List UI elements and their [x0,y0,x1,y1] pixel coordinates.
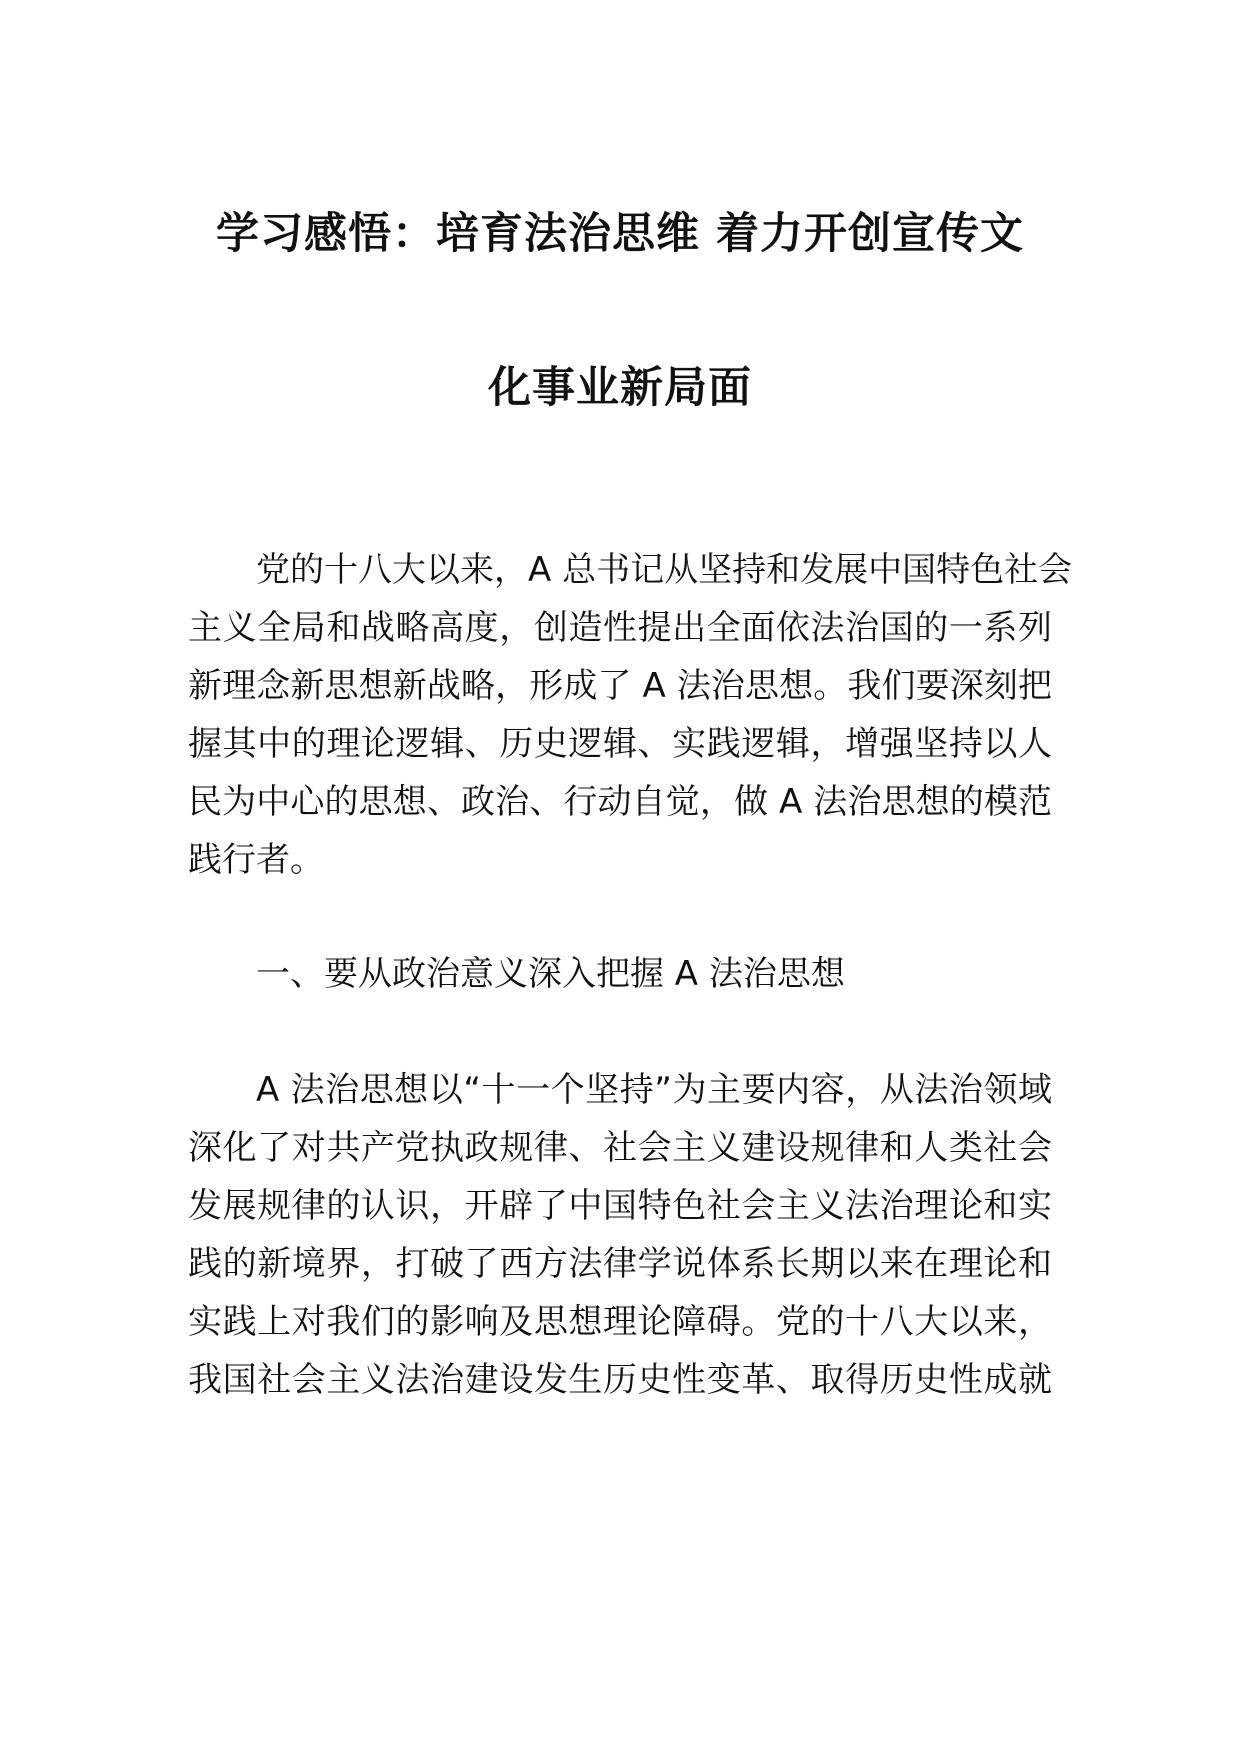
paragraph-2-line-6: 我国社会主义法治建设发生历史性变革、取得历史性成就 [188,1360,1052,1400]
paragraph-1-line-6: 践行者。 [188,840,324,880]
paragraph-2-line-1: A 法治思想以“十一个坚持”为主要内容，从法治领域 [256,1070,1052,1110]
paragraph-1-line-4: 握其中的理论逻辑、历史逻辑、实践逻辑，增强坚持以人 [188,724,1052,764]
paragraph-1-line-5: 民为中心的思想、政治、行动自觉，做 A 法治思想的模范 [188,782,1052,822]
paragraph-2-line-4: 践的新境界，打破了西方法律学说体系长期以来在理论和 [188,1244,1052,1284]
paragraph-1-line-1: 党的十八大以来，A 总书记从坚持和发展中国特色社会 [256,550,1073,590]
paragraph-1-line-3: 新理念新思想新战略，形成了 A 法治思想。我们要深刻把 [188,666,1052,706]
document-title-line-1: 学习感悟：培育法治思维 着力开创宣传文 [216,209,1024,259]
paragraph-2-line-5: 实践上对我们的影响及思想理论障碍。党的十八大以来， [188,1302,1052,1342]
paragraph-1-line-2: 主义全局和战略高度，创造性提出全面依法治国的一系列 [188,608,1052,648]
section-heading-1: 一、要从政治意义深入把握 A 法治思想 [256,954,845,994]
document-title-line-2: 化事业新局面 [488,363,752,413]
paragraph-2-line-2: 深化了对共产党执政规律、社会主义建设规律和人类社会 [188,1128,1052,1168]
paragraph-2-line-3: 发展规律的认识，开辟了中国特色社会主义法治理论和实 [188,1186,1052,1226]
